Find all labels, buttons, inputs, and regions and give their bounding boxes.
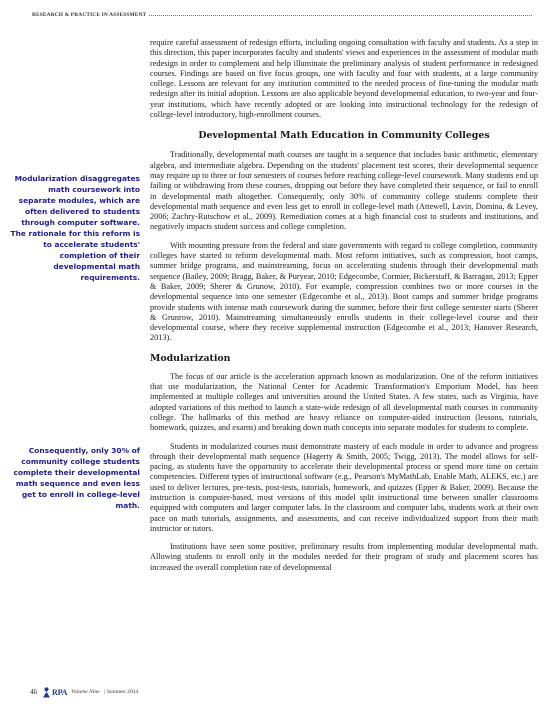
- section-1-paragraph-1: Traditionally, developmental math courses are taught in a sequence that includes basic arithmetic, elementary algebra, and intermediate algebra. Depending on the students' placement test scores, their developmental sequence may require up to three or four semesters of courses before reaching college-level coursework. Many students end up failing or withdrawing from these courses, dropping out before they have completed their sequence, or fail to enroll in developmental math altogether. Consequently, only 30% of community college students complete their developmental math sequence and even less get to enroll in college-level math (Attewell, Lavin, Domina, & Levey, 2006; Zachry-Rutschow et al., 2009). Remediation comes at a high financial cost to students and institutions, and negatively impacts student success and college completion.: [150, 150, 538, 232]
- rpa-logo-icon: [42, 687, 51, 698]
- section-2-paragraph-2: Students in modularized courses must demonstrate mastery of each module in order to advance and progress through their developmental math sequence (Hagerty & Smith, 2005; Twigg, 2013). The model allows for self-pacing, as students have the opportunity to accelerate their developmental process or spend more time on certain competencies. Different types of instructional software (e.g., Pearson's MyMathLab, Enable Math, ALEKS, etc.) are used to deliver lectures, pre-tests, post-tests, tutorials, homework, and quizzes (Epper & Baker, 2009). Because the instruction is computer-based, most versions of this model split instructional time between smaller classrooms equipped with computers and larger computer labs. In the classroom and computer labs, students work at their own pace on math tutorials, assignments, and assessments, and can receive individualized support from their math instructor or tutors.: [150, 441, 538, 533]
- pull-quote-completion-rate: Consequently, only 30% of community college students complete their developmental math sequence and even less get to enroll in college-level math.: [13, 446, 140, 510]
- page-number: 46: [30, 688, 37, 696]
- section-2-paragraph-3: Institutions have seen some positive, preliminary results from implementing modular developmental math. Allowing students to enroll only in the modules needed for their program of study and placement scores has increased the overall completion rate of developmental: [150, 542, 538, 572]
- running-head-rule: [149, 15, 532, 16]
- issue-label: Summer 2014: [106, 689, 139, 695]
- intro-paragraph: require careful assessment of redesign efforts, including ongoing consultation with faculty and students. As a step in this direction, this paper incorporates faculty and students' views and experiences in the assessment of modular math redesign in order to complement and help illuminate the preliminary analysis of student performance in redesigned courses. Findings are based on five focus groups, one with faculty and four with students, at a large community college. Lessons are relevant for any institution committed to the needed process of fine-tuning the modular math redesign after its initial adoption. Lessons are also applicable beyond developmental education, to two-year and four-year institutions, which have recently adopted or are looking into instructional technology for the redesign of college-level introductory, high-enrollment courses.: [150, 38, 538, 120]
- article-body: [150, 38, 538, 573]
- section-heading-modularization: Modularization: [150, 352, 231, 364]
- volume-label: Volume Nine: [71, 689, 100, 695]
- running-head-title: RESEARCH & PRACTICE IN ASSESSMENT: [32, 12, 147, 18]
- page-footer: [30, 686, 138, 698]
- footer-separator: |: [103, 689, 105, 695]
- rpa-logo-text: RPA: [52, 687, 68, 697]
- section-2-paragraph-1: The focus of our article is the acceleration approach known as modularization. One of the reform initiatives that use modularization, the National Center for Academic Transformation's Emporium Model, has been implemented at multiple colleges and universities around the United States. A few states, such as Virginia, have adopted variations of this method to launch a state-wide redesign of all developmental math courses in community college. The hallmarks of this method are heavy reliance on computer-aided instruction (lessons, tutorials, homework, quizzes, and exams) and breaking down math concepts into separate modules for students to complete.: [150, 371, 538, 433]
- pull-quote-modularization: Modularization disaggregates math coursework into separate modules, which are often delivered to students through computer software. The rationale for this reform is to accelerate students' completion of their developmental math requirements.: [10, 174, 140, 282]
- section-heading-developmental-math: Developmental Math Education in Community Colleges: [198, 130, 490, 142]
- rpa-logo: [42, 687, 67, 698]
- section-1-paragraph-2: With mounting pressure from the federal and state governments with regard to college completion, community colleges have started to reform developmental math. Most reform initiatives, such as compression, boot camps, summer bridge programs, and mainstreaming, focus on accelerating students through their developmental math sequence (Bailey, 2009; Bragg, Baker, & Puryear, 2010; Edgecombe, Cormier, Bickerstaff, & Barragan, 2013; Epper & Baker, 2009; Sherer & Grunow, 2010). For example, compression combines two or more courses in the developmental sequence into one semester (Edgecombe et al., 2013). Boot camps and summer bridge programs provide students with intense math coursework during the summer, before their first college semester starts (Sherer & Grunrow, 2010). Mainstreaming simultaneously enrolls students in their college-level course and their developmental course, where they receive supplemental instruction (Edgecombe et al., 2013; Hanover Research, 2013).: [150, 240, 538, 343]
- running-head: [32, 9, 532, 21]
